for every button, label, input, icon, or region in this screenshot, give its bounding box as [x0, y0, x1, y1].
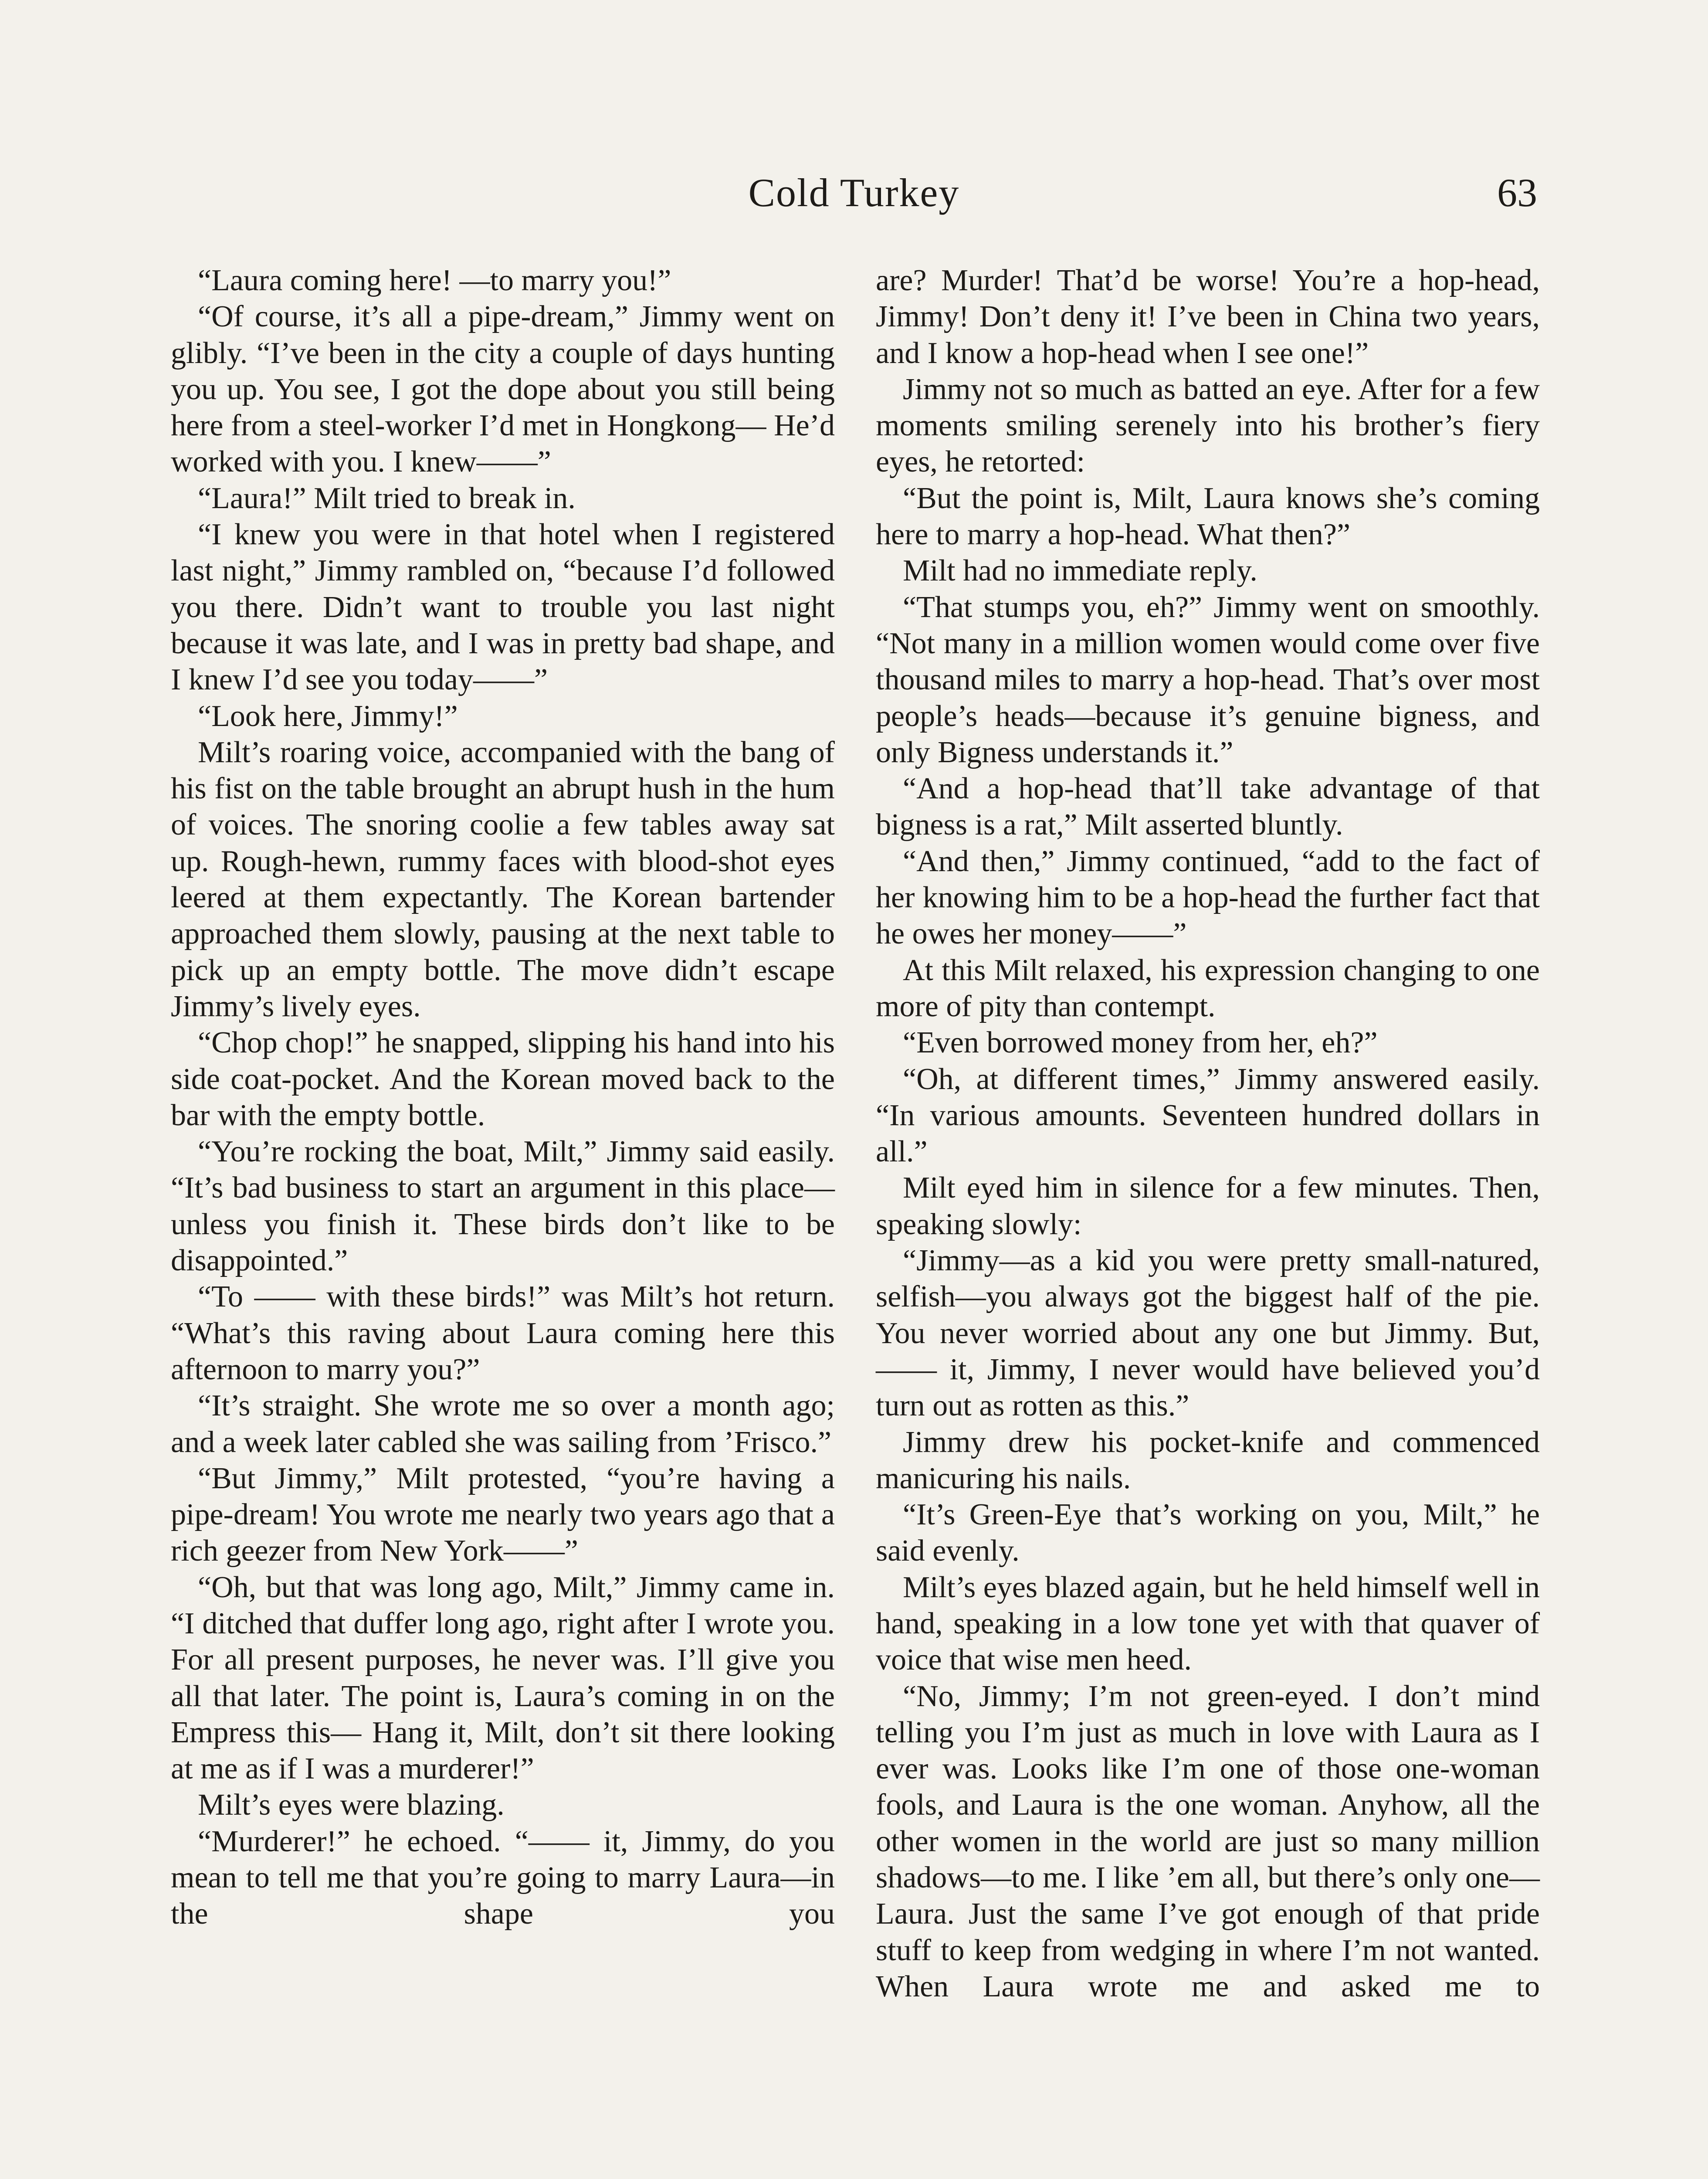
paragraph: Jimmy drew his pocket-knife and commenced manicuring his nails.: [876, 1425, 1540, 1495]
paragraph: Milt had no immediate reply.: [903, 554, 1257, 588]
paragraph: “It’s straight. She wrote me so over a month ago; and a week later cabled she was sailing from ’Frisco.”: [171, 1389, 835, 1459]
paragraph: Milt’s eyes blazed again, but he held himself well in hand, speaking in a low tone yet with that quaver of voice that wise men heed.: [876, 1570, 1540, 1677]
paragraph: “Look here, Jimmy!”: [198, 699, 458, 733]
text-column-left: [171, 262, 835, 1932]
text-column-right: [876, 262, 1540, 2005]
paragraph: “But the point is, Milt, Laura knows she’s coming here to marry a hop-head. What then?”: [876, 481, 1540, 552]
paragraph: “Laura!” Milt tried to break in.: [198, 481, 576, 515]
paragraph: “But Jimmy,” Milt protested, “you’re having a pipe-dream! You wrote me nearly two years ago that a rich geezer from New York——”: [171, 1461, 835, 1568]
paragraph: “And a hop-head that’ll take advantage of that bigness is a rat,” Milt asserted bluntly.: [876, 772, 1540, 842]
paragraph: “That stumps you, eh?” Jimmy went on smoothly. “Not many in a million women would come over five thousand miles to marry a hop-head. That’s over most people’s heads—because it’s genuine bigness, and only Bigness understands it.”: [876, 590, 1540, 769]
paragraph: Milt’s eyes were blazing.: [198, 1788, 505, 1822]
paragraph: Milt’s roaring voice, accompanied with the bang of his fist on the table brought an abrupt hush in the hum of voices. The snoring coolie a few tables away sat up. Rough-hewn, rummy faces with blood-shot eyes leered at them expectantly. The Korean bartender approached them slowly, pausing at the next table to pick up an empty bottle. The move didn’t escape Jimmy’s lively eyes.: [171, 735, 835, 1023]
running-head: [0, 162, 1708, 223]
paragraph: “To —— with these birds!” was Milt’s hot return. “What’s this raving about Laura coming here this afternoon to marry you?”: [171, 1280, 835, 1386]
paragraph: Jimmy not so much as batted an eye. After for a few moments smiling serenely into his brother’s fiery eyes, he retorted:: [876, 372, 1540, 479]
paragraph: “Chop chop!” he snapped, slipping his hand into his side coat-pocket. And the Korean moved back to the bar with the empty bottle.: [171, 1026, 835, 1132]
paragraph: “It’s Green-Eye that’s working on you, Milt,” he said evenly.: [876, 1498, 1540, 1568]
paragraph: Milt eyed him in silence for a few minutes. Then, speaking slowly:: [876, 1171, 1540, 1241]
paragraph: “You’re rocking the boat, Milt,” Jimmy said easily. “It’s bad business to start an argument in this place—unless you finish it. These birds don’t like to be disappointed.”: [171, 1135, 835, 1278]
paragraph: “Oh, but that was long ago, Milt,” Jimmy came in. “I ditched that duffer long ago, right after I wrote you. For all present purposes, he never was. I’ll give you all that later. The point is, Laura’s coming in on the Empress this— Hang it, Milt, don’t sit there looking at me as if I was a murderer!”: [171, 1570, 835, 1786]
paragraph: “Of course, it’s all a pipe-dream,” Jimmy went on glibly. “I’ve been in the city a couple of days hunting you up. You see, I got the dope about you still being here from a steel-worker I’d met in Hongkong— He’d worked with you. I knew——”: [171, 300, 835, 479]
paragraph: “Laura coming here! —to marry you!”: [198, 264, 671, 297]
paragraph: “Murderer!” he echoed. “—— it, Jimmy, do you mean to tell me that you’re going to marry Laura—in the shape you: [171, 1824, 835, 1931]
paragraph: are? Murder! That’d be worse! You’re a hop-head, Jimmy! Don’t deny it! I’ve been in China two years, and I know a hop-head when I see one!”: [876, 264, 1540, 370]
paragraph: “And then,” Jimmy continued, “add to the fact of her knowing him to be a hop-head the further fact that he owes her money——”: [876, 844, 1540, 951]
paragraph: At this Milt relaxed, his expression changing to one more of pity than contempt.: [876, 953, 1540, 1023]
paragraph: “I knew you were in that hotel when I registered last night,” Jimmy rambled on, “because I’d followed you there. Didn’t want to trouble you last night because it was late, and I was in pretty bad shape, and I knew I’d see you today——”: [171, 518, 835, 697]
page-number: 63: [1497, 170, 1537, 215]
paragraph: “No, Jimmy; I’m not green-eyed. I don’t mind telling you I’m just as much in love with Laura as I ever was. Looks like I’m one of those one-woman fools, and Laura is the one woman. Anyhow, all the other women in the world are just so many million shadows—to me. I like ’em all, but there’s only one—Laura. Just the same I’ve got enough of that pride stuff to keep from wedging in where I’m not wanted. When Laura wrote me and asked me to: [876, 1679, 1540, 2003]
running-title: Cold Turkey: [748, 170, 960, 215]
paragraph: “Jimmy—as a kid you were pretty small-natured, selfish—you always got the biggest half of the pie. You never worried about any one but Jimmy. But, —— it, Jimmy, I never would have believed you’d turn out as rotten as this.”: [876, 1244, 1540, 1423]
paragraph: “Even borrowed money from her, eh?”: [903, 1026, 1378, 1060]
paragraph: “Oh, at different times,” Jimmy answered easily. “In various amounts. Seventeen hundred dollars in all.”: [876, 1062, 1540, 1169]
